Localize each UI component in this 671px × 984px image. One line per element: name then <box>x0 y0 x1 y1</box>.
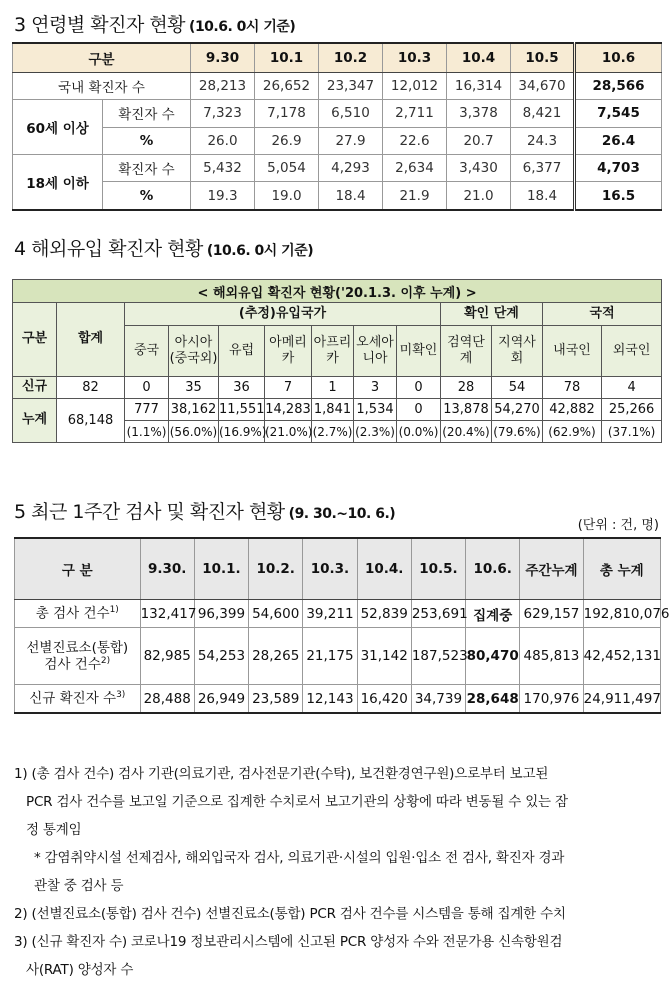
table-cell: 78 <box>543 377 602 399</box>
section2-title-text: 4 해외유입 확진자 현황 <box>14 238 203 260</box>
table-header-row <box>13 43 662 73</box>
table-cell: 4 <box>602 377 662 399</box>
row-label: % <box>103 127 191 155</box>
table-cell: 28,566 <box>575 73 662 100</box>
table-cell: 6,510 <box>319 100 383 128</box>
imported-cases-table <box>12 279 662 443</box>
section3-title-text: 5 최근 1주간 검사 및 확진자 현황 <box>14 501 285 523</box>
table-cell: 485,813 <box>520 628 583 685</box>
footnote-marker: 3) <box>116 690 126 701</box>
table-cell: 7,323 <box>191 100 255 128</box>
footnote-marker: 1) <box>109 605 119 616</box>
table-cell: 42,452,131 <box>583 628 660 685</box>
row-label: 누계 <box>13 399 57 443</box>
table-cell: 39,211 <box>303 600 357 628</box>
table-cell: 82,985 <box>140 628 194 685</box>
section1-title <box>14 10 295 37</box>
table-cell: 82 <box>57 377 125 399</box>
row-label: % <box>103 182 191 210</box>
table-cell: 8,421 <box>511 100 575 128</box>
footnote-line: 3) (신규 확진자 수) 코로나19 정보관리시스템에 신고된 PCR 양성자 수와 전문가용 신속항원검 <box>14 934 563 950</box>
table-cell: 52,839 <box>357 600 411 628</box>
header-cell: 10.6. <box>466 538 520 600</box>
header-cell: 10.3 <box>383 43 447 73</box>
table-cell: (37.1%) <box>602 421 662 443</box>
table-cell: (56.0%) <box>169 421 219 443</box>
footnote-line: 사(RAT) 양성자 수 <box>26 962 134 978</box>
table-cell: 6,377 <box>511 155 575 182</box>
table-cell: 1,841 <box>312 399 354 421</box>
header-cell: 아메리카 <box>265 326 312 377</box>
header-cell: 외국인 <box>602 326 662 377</box>
footnote-line: * 감염취약시설 선제검사, 해외입국자 검사, 의료기관·시설의 입원·입소 전 검사, 확진자 경과 <box>34 850 565 866</box>
header-cell: 10.4. <box>357 538 411 600</box>
row-label-text: 선별진료소(통합) 검사 건수 <box>26 639 129 673</box>
table-cell: 26.4 <box>575 127 662 155</box>
footnote-line: 1) (총 검사 건수) 검사 기관(의료기관, 검사전문기관(수탁), 보건환경연구원)으로부터 보고된 <box>14 766 549 782</box>
table-cell: 80,470 <box>466 628 520 685</box>
table-cell: 28,213 <box>191 73 255 100</box>
header-cell: 오세아니아 <box>354 326 397 377</box>
table-cell: 26.9 <box>255 127 319 155</box>
table-cell: 192,810,076 <box>583 600 660 628</box>
table-cell: 27.9 <box>319 127 383 155</box>
header-cell: 10.6 <box>575 43 662 73</box>
unit-label: (단위 : 건, 명) <box>577 518 659 533</box>
table-cell: 24,911,497 <box>583 685 660 714</box>
header-cell: 내국인 <box>543 326 602 377</box>
header-cell: 아시아 (중국외) <box>169 326 219 377</box>
table-cell: 3 <box>354 377 397 399</box>
row-label: 신규 <box>13 377 57 399</box>
footnote-line: 관찰 중 검사 등 <box>34 878 124 894</box>
row-group-label: 18세 이하 <box>13 155 103 211</box>
footnote-line: 정 통계임 <box>26 822 82 838</box>
table-row <box>15 685 661 714</box>
table-cell: 21.0 <box>447 182 511 210</box>
table-cell: 38,162 <box>169 399 219 421</box>
table-cell: (21.0%) <box>265 421 312 443</box>
table-cell: 1 <box>312 377 354 399</box>
table-cell: 96,399 <box>194 600 248 628</box>
section1-title-text: 3 연령별 확진자 현황 <box>14 14 186 36</box>
table-cell: 34,739 <box>411 685 465 714</box>
row-label-text: 신규 확진자 수 <box>29 690 117 707</box>
table-cell: 68,148 <box>57 399 125 443</box>
header-cell: 검역단계 <box>441 326 492 377</box>
table-cell: 0 <box>125 377 169 399</box>
table-row <box>13 377 662 399</box>
table-cell: 13,878 <box>441 399 492 421</box>
header-cell: 10.2 <box>319 43 383 73</box>
table-cell: 26,949 <box>194 685 248 714</box>
table-cell: (1.1%) <box>125 421 169 443</box>
table-cell: 21.9 <box>383 182 447 210</box>
row-label: 국내 확진자 수 <box>13 73 191 100</box>
table-cell: 187,523 <box>411 628 465 685</box>
table-row <box>13 127 662 155</box>
table-cell: 629,157 <box>520 600 583 628</box>
table-cell: 16.5 <box>575 182 662 210</box>
table-cell: 28,488 <box>140 685 194 714</box>
table-cell: 3,378 <box>447 100 511 128</box>
header-cell: 9.30 <box>191 43 255 73</box>
header-cell: 중국 <box>125 326 169 377</box>
header-cell: 10.2. <box>249 538 303 600</box>
header-cell: 아프리카 <box>312 326 354 377</box>
table-cell: 16,420 <box>357 685 411 714</box>
table-row <box>13 100 662 128</box>
table-cell: 26,652 <box>255 73 319 100</box>
row-label: 확진자 수 <box>103 155 191 182</box>
header-cell: 구 분 <box>15 538 141 600</box>
section2-subtitle: (10.6. 0시 기준) <box>206 243 314 259</box>
table-cell: 2,711 <box>383 100 447 128</box>
table-cell: 12,143 <box>303 685 357 714</box>
header-group: 국적 <box>543 303 662 326</box>
header-cell: 10.5 <box>511 43 575 73</box>
table-cell: 35 <box>169 377 219 399</box>
footnote-marker: 2) <box>100 655 111 666</box>
footnote-line: PCR 검사 건수를 보고일 기준으로 집계한 수치로서 보고기관의 상황에 따라 변동될 수 있는 잠 <box>26 794 568 810</box>
header-cell: 구분 <box>13 303 57 377</box>
table-cell: (62.9%) <box>543 421 602 443</box>
table-cell: 0 <box>397 377 441 399</box>
table-header-row <box>15 538 661 600</box>
table-cell: 7,178 <box>255 100 319 128</box>
table-cell: (79.6%) <box>492 421 543 443</box>
header-cell: 지역사회 <box>492 326 543 377</box>
table-cell: 3,430 <box>447 155 511 182</box>
table-cell: 24.3 <box>511 127 575 155</box>
table-cell: 132,417 <box>140 600 194 628</box>
table-cell: 5,054 <box>255 155 319 182</box>
footnote-line: 2) (선별진료소(통합) 검사 건수) 선별진료소(통합) PCR 검사 건수를 시스템을 통해 집계한 수치 <box>14 906 566 922</box>
header-cell: 미확인 <box>397 326 441 377</box>
section2-title <box>14 234 313 261</box>
header-cell: 9.30. <box>140 538 194 600</box>
footnotes <box>14 760 659 984</box>
table-cell: 22.6 <box>383 127 447 155</box>
age-cases-table <box>12 42 662 211</box>
table-cell: 12,012 <box>383 73 447 100</box>
table-cell: 7,545 <box>575 100 662 128</box>
table-cell: 23,589 <box>249 685 303 714</box>
weekly-tests-table <box>14 537 670 714</box>
table-cell: 20.7 <box>447 127 511 155</box>
table-cell: 34,670 <box>511 73 575 100</box>
table-caption: < 해외유입 확진자 현황('20.1.3. 이후 누계) > <box>13 280 662 303</box>
table-cell: (2.3%) <box>354 421 397 443</box>
table-cell: 777 <box>125 399 169 421</box>
table-cell: 19.0 <box>255 182 319 210</box>
table-cell: 4,703 <box>575 155 662 182</box>
table-cell: 7 <box>265 377 312 399</box>
table-row <box>13 73 662 100</box>
table-cell: (2.7%) <box>312 421 354 443</box>
table-cell: 14,283 <box>265 399 312 421</box>
header-cell: 유럽 <box>219 326 265 377</box>
table-cell: 4,293 <box>319 155 383 182</box>
header-group: 확인 단계 <box>441 303 543 326</box>
section3-title <box>14 497 395 524</box>
table-cell: 21,175 <box>303 628 357 685</box>
header-cell: 총 누계 <box>583 538 660 600</box>
row-label <box>15 685 141 714</box>
table-row <box>13 182 662 210</box>
table-cell: 54,253 <box>194 628 248 685</box>
header-cell: 10.4 <box>447 43 511 73</box>
table-cell: (16.9%) <box>219 421 265 443</box>
row-label-text: 총 검사 건수 <box>35 605 110 622</box>
table-cell: 26.0 <box>191 127 255 155</box>
table-cell: 5,432 <box>191 155 255 182</box>
header-group: (추정)유입국가 <box>125 303 441 326</box>
table-cell: 36 <box>219 377 265 399</box>
header-cell: 구분 <box>13 43 191 73</box>
table-cell: 54,600 <box>249 600 303 628</box>
table-cell: 31,142 <box>357 628 411 685</box>
table-cell: 집계중 <box>466 600 520 628</box>
header-cell: 합계 <box>57 303 125 377</box>
table-cell: 19.3 <box>191 182 255 210</box>
table-cell: 54 <box>492 377 543 399</box>
header-cell: 10.3. <box>303 538 357 600</box>
section1-subtitle: (10.6. 0시 기준) <box>189 19 296 35</box>
table-cell: 170,976 <box>520 685 583 714</box>
header-cell: 10.5. <box>411 538 465 600</box>
table-cell: 54,270 <box>492 399 543 421</box>
table-cell: 42,882 <box>543 399 602 421</box>
section3-subtitle: (9. 30.~10. 6.) <box>288 506 396 522</box>
table-cell: (0.0%) <box>397 421 441 443</box>
table-cell: 253,691 <box>411 600 465 628</box>
table-cell: 18.4 <box>319 182 383 210</box>
table-cell: 28,648 <box>466 685 520 714</box>
row-label <box>15 600 141 628</box>
row-label <box>15 628 141 685</box>
table-cell: (20.4%) <box>441 421 492 443</box>
table-cell: 11,551 <box>219 399 265 421</box>
table-row <box>13 155 662 182</box>
row-label: 확진자 수 <box>103 100 191 128</box>
table-cell: 1,534 <box>354 399 397 421</box>
table-row <box>15 600 661 628</box>
header-cell: 주간누계 <box>520 538 583 600</box>
table-cell: 25,266 <box>602 399 662 421</box>
table-cell: 2,634 <box>383 155 447 182</box>
table-cell: 18.4 <box>511 182 575 210</box>
table-cell: 28,265 <box>249 628 303 685</box>
row-group-label: 60세 이상 <box>13 100 103 155</box>
table-cell: 23,347 <box>319 73 383 100</box>
header-cell: 10.1 <box>255 43 319 73</box>
table-row <box>15 628 661 685</box>
header-cell: 10.1. <box>194 538 248 600</box>
table-row <box>13 399 662 421</box>
table-cell: 16,314 <box>447 73 511 100</box>
table-cell: 0 <box>397 399 441 421</box>
table-cell: 28 <box>441 377 492 399</box>
